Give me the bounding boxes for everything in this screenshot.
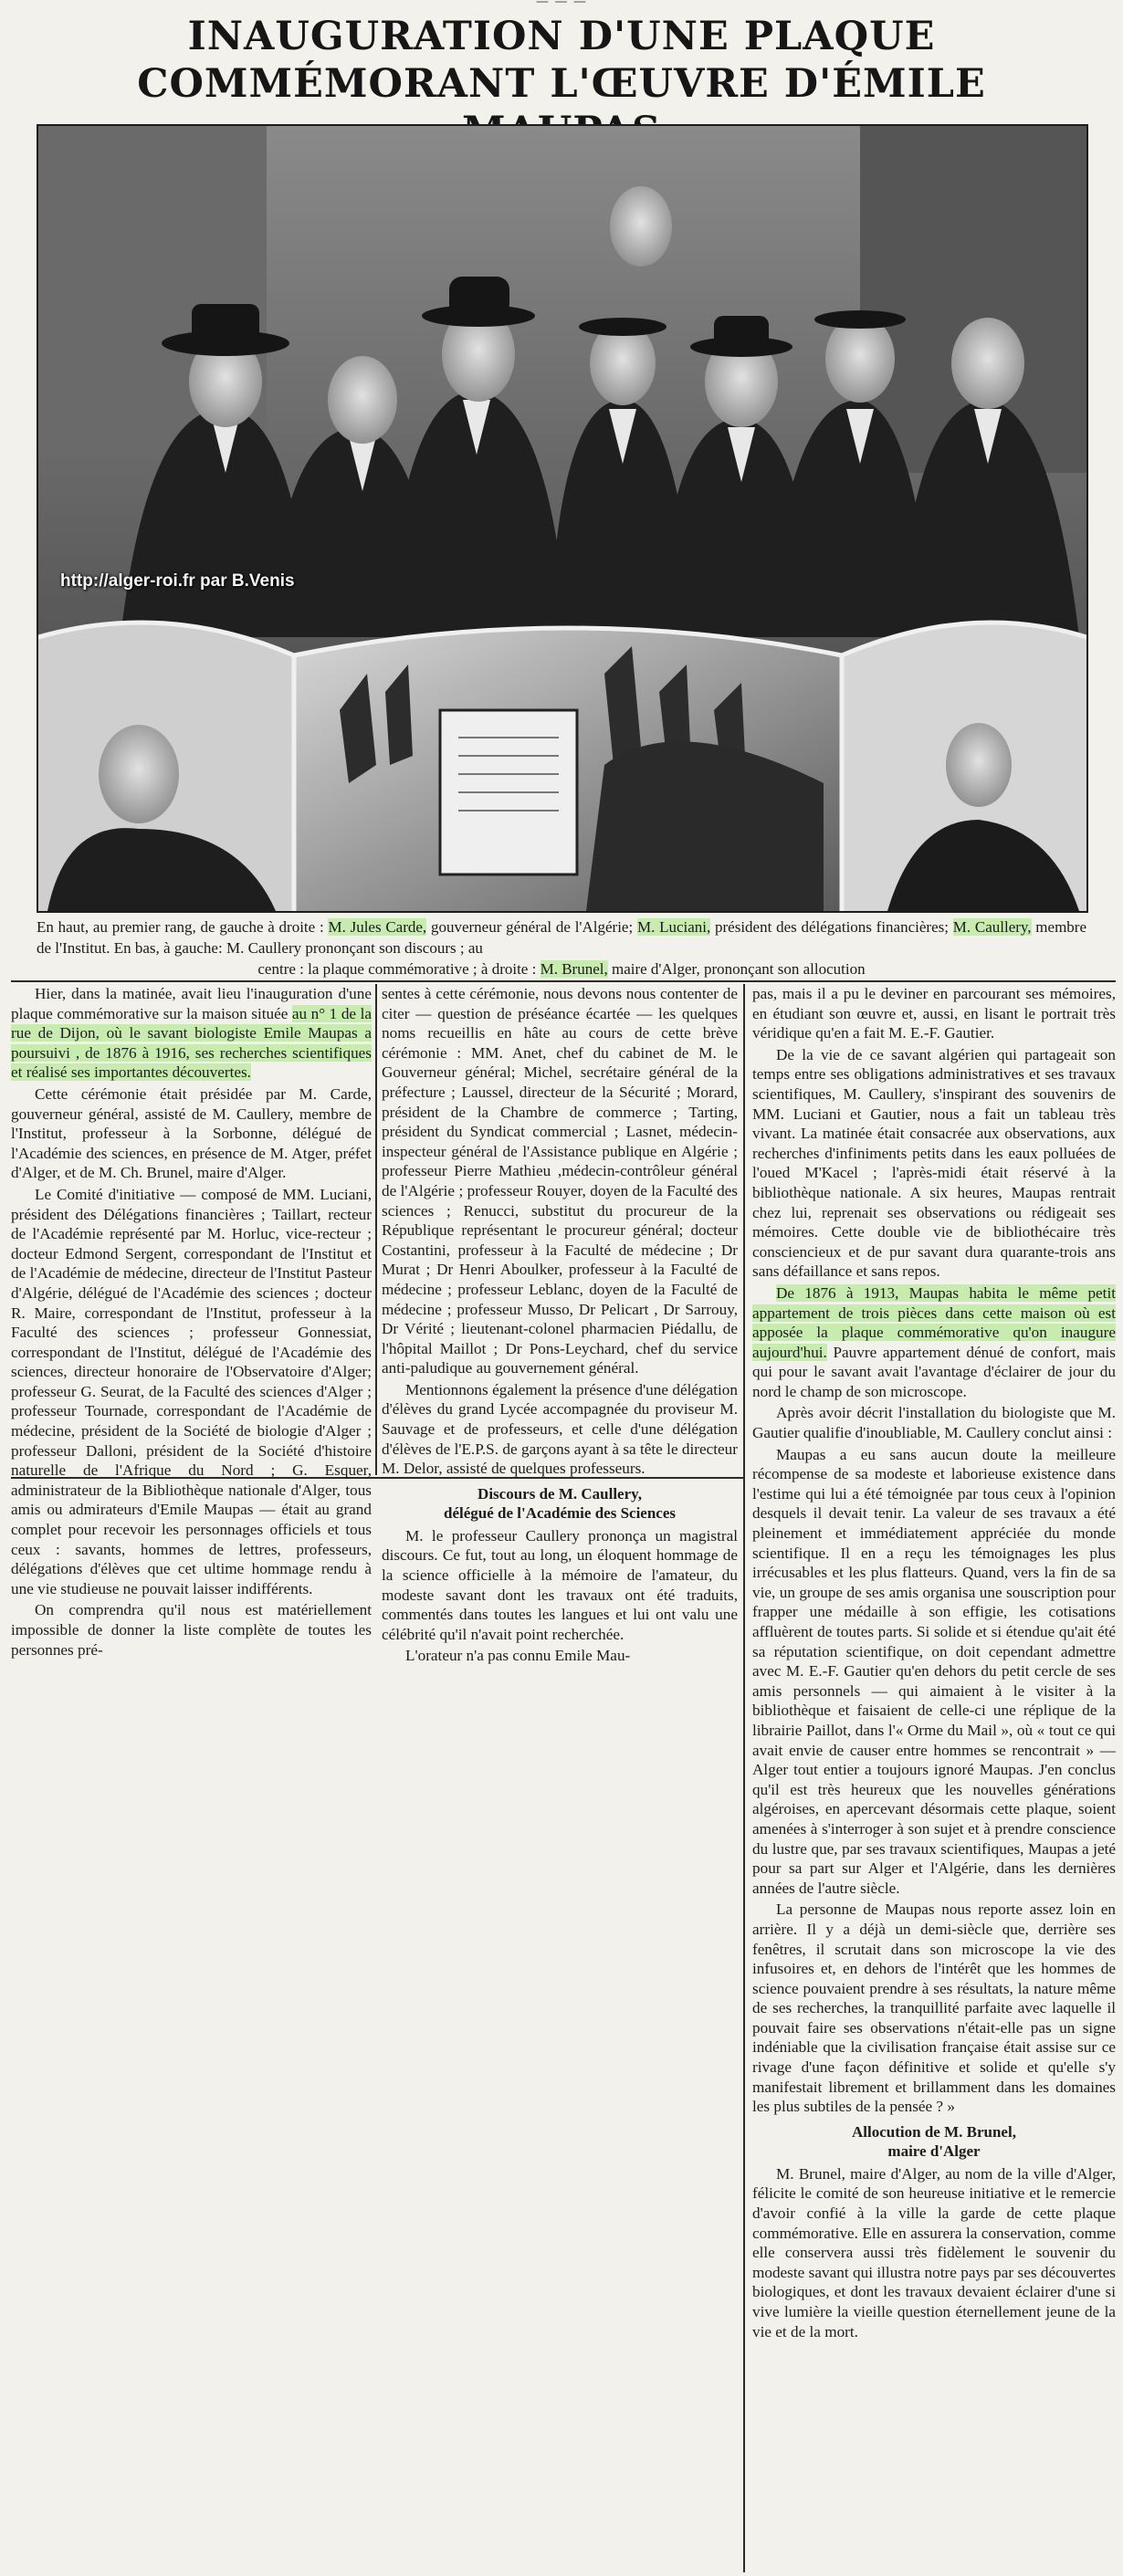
caption-brunel: M. Brunel, (540, 960, 608, 978)
paragraph: M. Brunel, maire d'Alger, au nom de la ville d'Alger, félicite le comité de son heureuse initiative et le remercie d'avoir confié à la ville la garde de cette plaque commémorative. Elle en assurera la conservation, comme elle conservera aussi très fidèlement le souvenir du modeste savant qui illustra notre pays par ses découvertes biologiques, et dont les travaux devaient éclairer d'une si vive lumière la vieille question éternellement jeune de la vie et de la mort. (752, 2164, 1116, 2340)
column-3 (752, 984, 1116, 2343)
paragraph (11, 984, 372, 1083)
caption-luciani: M. Luciani, (636, 918, 711, 936)
clipped-masthead: — — — (536, 0, 587, 9)
caption-text: membre de l'Institut. En bas, à gauche: M. Caullery prononçant son discours ; au (37, 918, 1087, 957)
column-rule-2 (743, 984, 745, 2572)
photo-illustration (38, 126, 1086, 911)
paragraph: pas, mais il a pu le deviner en parcourant ses mémoires, en étudiant son œuvre et, aussi, en lisant le portrait très véridique qu'en a fait M. E.-F. Gautier. (752, 985, 1116, 1042)
column-rule-1 (375, 984, 377, 1475)
paragraph (752, 1283, 1116, 1402)
caption-text: président des délégations financières; (710, 918, 953, 936)
watermark-text: http://alger-roi.fr par B.Venis (60, 571, 295, 591)
paragraph: L'orateur n'a pas connu Emile Mau- (405, 1647, 631, 1665)
subheading (752, 2122, 1116, 2161)
column-1 (11, 984, 372, 1661)
headline-line-1: INAUGURATION D'UNE PLAQUE (187, 14, 936, 59)
paragraph: Le Comité d'initiative — composé de MM. Luciani, président des Délégations financières ; Taillart, recteur de l'Académie représenté par M. Horluc, vice-recteur ; docteur Edmond Sergent, correspondant de l'Institut et de l'Académie de médecine, directeur de l'Institut Pasteur d'Algérie, délégué de l'Académie des sciences ; docteur R. Maire, correspondant de l'Institut, professeur à la Faculté des sciences ; professeur Gonnessiat, correspondant de l'Institut, délégué de l'Académie des sciences, directeur honoraire de l'Observatoire d'Alger; professeur G. Seurat, de la Faculté des sciences d'Alger ; professeur Tournade, correspondant de l'Académie de médecine, président de la Société de biologie d'Alger ; professeur Dalloni, président de la Société d'histoire naturelle de l'Afrique du Nord ; G. Esquer, administrateur de la Bibliothèque nationale d'Alger, tous amis ou admirateurs d'Emile Maupas — était au grand complet pour recevoir les personnages officiels et tous ceux : savants, hommes de lettres, professeurs, délégations d'élèves que cet ultime hommage rendu à une vie studieuse ne pouvait laisser indifférents. (11, 1185, 372, 1597)
highlighted-text: au n° 1 de la rue de Dijon, où le savant biologiste Emile Maupas a poursuivi , de 1876 à 1916, ses recherches scientifiques et réalisé ses importantes découvertes. (11, 1004, 372, 1082)
paragraph: On comprendra qu'il nous est matériellement impossible de donner la liste complète de toutes les personnes pré- (11, 1601, 372, 1659)
paragraph-text: Pauvre appartement dénué de confort, mais qui pour le savant avait l'avantage d'éclairer de jour du nord le champ de son microscope. (752, 1343, 1116, 1400)
photo-caption (37, 916, 1086, 979)
subheading-line-2: délégué de l'Académie des Sciences (443, 1503, 676, 1522)
caption-text: En haut, au premier rang, de gauche à droite : (37, 918, 329, 936)
paragraph: Mentionnons également la présence d'une délégation d'élèves du grand Lycée accompagnée du proviseur M. Sauvage et de professeurs, et celle d'une délégation d'élèves de l'E.P.S. de garçons ayant à sa tête le directeur M. Delor, assisté de quelques professeurs. (382, 1380, 738, 1478)
highlighted-text: De 1876 à 1913, Maupas habita le même petit appartement de trois pièces dans cette maison où est apposée la plaque commémorative qu'on inaugure aujourd'hui. (752, 1283, 1116, 1361)
subheading (382, 1484, 738, 1523)
caption-text: centre : la plaque commémorative ; à droite : (257, 960, 541, 978)
headline-line-2: COMMÉMORANT L'ŒUVRE D'ÉMILE (137, 61, 986, 107)
column-2 (382, 984, 738, 1668)
paragraph: Maupas a eu sans aucun doute la meilleure récompense de sa modeste et laborieuse existence dans l'estime qui lui a été témoignée par tous ceux à l'opinion desquels il devait tenir. La valeur de ses travaux a été pleinement et immédiatement appréciée du monde scientifique. Il en a reçu les témoignages les plus irrécusables et les plus flatteurs. Quand, vers la fin de sa vie, un groupe de ses amis organisa une souscription pour frapper une médaille à son effigie, les cotisations affluèrent de toutes parts. Si solide et si étendue qu'ait été sa réputation scientifique, on doit cependant admettre avec M. E.-F. Gautier qu'en dehors du petit cercle de ses amis personnels — qui aimaient à le visiter à la bibliothèque et faisaient de celle-ci une réplique de la librairie Paillot, dans l'« Orme du Mail », où « tout ce qui avait envie de causer entre hommes se rencontrait » — Alger tout entier a toujours ignoré Maupas. J'en conclus qu'il est très heureux que les nouvelles générations algéroises, en apercevant désormais cette plaque, soient amenées à s'interroger à son sujet et à prendre conscience du lustre que, par ses travaux scientifiques, Maupas a jeté pour sa part sur Alger et l'Algérie, dans les dernières années de l'autre siècle. (752, 1445, 1116, 1897)
paragraph-text: Hier, dans la matinée, avait lieu l'inauguration d'une plaque commémorative sur la maison située (11, 985, 372, 1022)
caption-rule (11, 980, 1116, 982)
caption-text: maire d'Alger, prononçant son allocution (607, 960, 866, 978)
photo-montage (37, 124, 1088, 913)
paragraph: Après avoir décrit l'installation du biologiste que M. Gautier qualifie d'inoubliable, M. Caullery conclut ainsi : (752, 1404, 1116, 1442)
caption-text: gouverneur général de l'Algérie; (426, 918, 637, 936)
paragraph: De la vie de ce savant algérien qui partageait son temps entre ses obligations administratives et ses travaux scientifiques, M. Caullery, s'inspirant des souvenirs de MM. Luciani et Gautier, nous a fait un tableau très vivant. La matinée était consacrée aux observations, aux recherches d'infiniments petits dans les eaux polluées de l'oued M'Kacel ; l'après-midi était réservé à la bibliothèque nationale. A six heures, Maupas rentrait chez lui, reprenait ses observations ou rédigeait ses mémoires. Cette double vie de bibliothécaire très consciencieux et de pur savant dura quarante-trois ans sans défaillance et sans repos. (752, 1045, 1116, 1281)
subheading-line-2: maire d'Alger (887, 2141, 981, 2160)
caption-line-3 (37, 958, 1086, 979)
paragraph: M. le professeur Caullery prononça un magistral discours. Ce fut, tout au long, un éloquent hommage de la science officielle à la mémoire de l'amateur, du modeste savant dont les travaux ont été traduits, commentés dans toutes les langues et lui ont valu une célébrité qu'il n'avait point recherchée. (382, 1526, 738, 1643)
paragraph: La personne de Maupas nous reporte assez loin en arrière. Il y a déjà un demi-siècle que, derrière ses fenêtres, il scrutait dans son microscope la vie des infusoires et, en dehors de l'intérêt que les hommes de science pouvaient prendre à ses résultats, la nature même de ses recherches, la tranquillité parfaite avec laquelle il pouvait faire ses observations n'était-elle pas un signe indéniable que la civilisation française était assise sur ce rivage d'une façon définitive et solide et qu'elle s'y manifestait librement et brillamment dans les domaines les plus subtiles de la pensée ? » (752, 1901, 1116, 2116)
subheading-line-1: Allocution de M. Brunel, (852, 2122, 1016, 2141)
subheading-line-1: Discours de M. Caullery, (478, 1484, 642, 1503)
paragraph: Cette cérémonie était présidée par M. Carde, gouverneur général, assisté de M. Caullery, membre de l'Institut, professeur à la Sorbonne, délégué de l'Académie des sciences, en présence de M. Atger, préfet d'Alger, et de M. Ch. Brunel, maire d'Alger. (11, 1084, 372, 1182)
caption-caullery: M. Caullery, (952, 918, 1032, 936)
paragraph: sentes à cette cérémonie, nous devons nous contenter de citer — question de préséance écartée — les quelques noms recueillis en hâte au cours de cette brève cérémonie : MM. Anet, chef du cabinet de M. le Gouverneur général; Michel, secrétaire général de la préfecture ; Laussel, directeur de la Sécurité ; Morard, président de la Chambre de commerce ; Tarting, président du Syndicat commercial ; Lasnet, médecin-inspecteur général de l'Assistance publique en Algérie ; professeur Pierre Mathieu ,médecin-contrôleur général de l'Algérie ; professeur Rouyer, doyen de la Faculté des sciences ; Renucci, substitut du procureur de la République représentant le procureur général; docteur Costantini, professeur à la Faculté de médecine ; Dr Murat ; Dr Henri Aboulker, professeur à la Faculté de médecine ; professeur Leblanc, doyen de la Faculté de médecine ; professeur Musso, Dr Pelicart , Dr Sarrouy, Dr Vérité ; lieutenant-colonel pharmacien Piédallu, de l'hôpital Maillot ; Dr Pons-Leychard, chef du service anti-paludique au gouvernement général. (382, 985, 738, 1377)
caption-carde: M. Jules Carde, (328, 918, 427, 936)
